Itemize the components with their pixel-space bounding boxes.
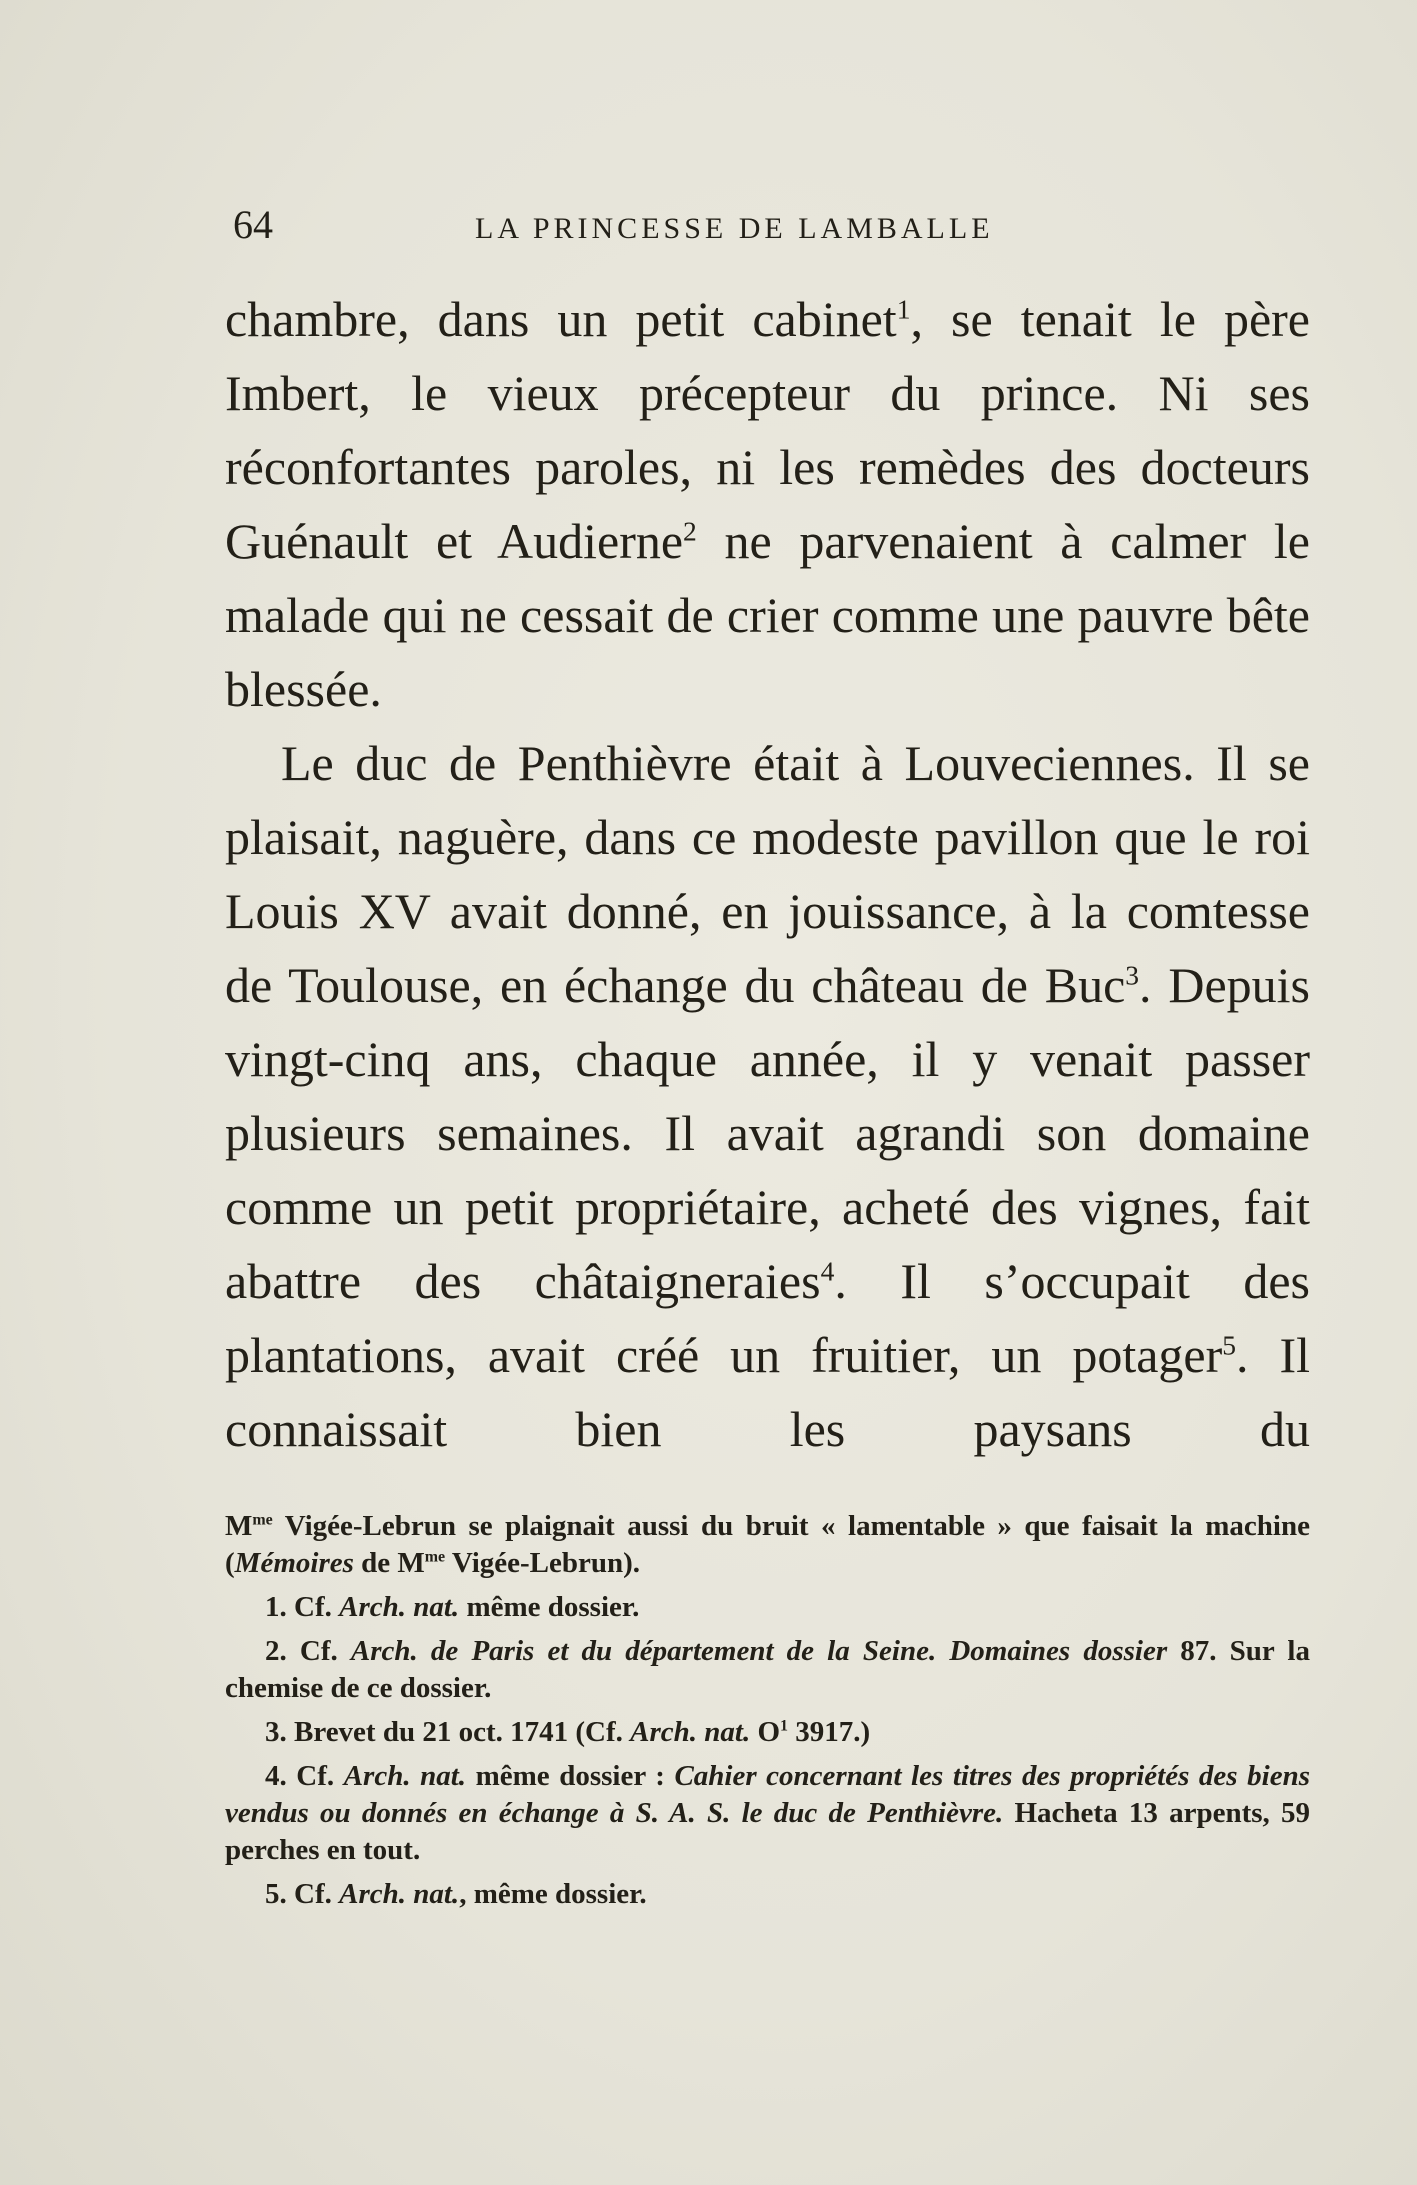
superscript: me: [424, 1548, 446, 1566]
page-number: 64: [233, 202, 273, 247]
text-run: même dossier :: [466, 1760, 675, 1792]
running-title: LA PRINCESSE DE LAMBALLE: [475, 212, 994, 245]
text-run: , se tenait le père Imbert, le vieux précepteur du prince. Ni ses réconfortantes paroles, ni les remèdes des docteurs Guénault et Audierne: [225, 291, 1310, 569]
superscript: 1: [780, 1717, 788, 1735]
text-run: chambre, dans un petit cabinet: [225, 291, 897, 347]
text-run: O: [750, 1716, 781, 1748]
text-run: M: [225, 1510, 253, 1542]
text-run: 3917.): [788, 1716, 871, 1748]
superscript: me: [252, 1511, 273, 1529]
italic-text: Arch. nat.: [343, 1760, 467, 1792]
footnote-5: [225, 1758, 1310, 1869]
main-text: [225, 282, 1310, 1466]
italic-text: Mémoires: [234, 1547, 354, 1579]
text-run: . Il connaissait bien les paysans du: [225, 1327, 1310, 1457]
text-run: . Il s’occupait des plantations, avait créé un fruitier, un potager: [225, 1253, 1310, 1383]
superscript: 3: [1125, 959, 1140, 991]
italic-text: Arch. nat.: [339, 1591, 460, 1623]
text-run: 1. Cf.: [265, 1591, 340, 1623]
text-run: 2. Cf.: [265, 1635, 351, 1667]
footnote-4: [225, 1714, 1310, 1751]
italic-text: Cahier concernant les titres des propriétés des biens vendus ou donnés en échange à S. A. S. le duc de Penthièvre.: [225, 1760, 1310, 1829]
footnotes: [225, 1508, 1310, 1920]
page-header: [225, 200, 1310, 250]
text-run: Hacheta 13 arpents, 59 perches en tout.: [225, 1797, 1311, 1866]
text-run: Vigée-Lebrun).: [445, 1547, 641, 1579]
text-run: de M: [353, 1547, 425, 1579]
footnote-6: [225, 1876, 1310, 1913]
italic-text: Arch. nat.: [339, 1878, 460, 1910]
text-run: ne parvenaient à calmer le malade qui ne cessait de crier comme une pauvre bête blessée.: [225, 513, 1310, 717]
superscript: 2: [683, 515, 697, 547]
footnote-1: [225, 1508, 1310, 1582]
footnote-2: [225, 1589, 1310, 1626]
text-run: , même dossier.: [459, 1878, 647, 1910]
italic-text: Arch. de Paris et du département de la Seine. Domaines dossier: [350, 1635, 1168, 1667]
text-run: 3. Brevet du 21 oct. 1741 (Cf.: [265, 1716, 631, 1748]
text-run: Vigée-Lebrun se plaignait aussi du bruit « lamentable » que faisait la machine (: [225, 1510, 1310, 1579]
text-run: 4. Cf.: [265, 1760, 344, 1792]
paragraph-2: [225, 726, 1310, 1466]
superscript: 4: [820, 1255, 835, 1287]
text-run: 87. Sur la chemise de ce dossier.: [225, 1635, 1310, 1704]
footnote-3: [225, 1633, 1310, 1707]
italic-text: Arch. nat.: [630, 1716, 751, 1748]
text-run: 5. Cf.: [265, 1878, 340, 1910]
text-run: . Depuis vingt-cinq ans, chaque année, il y venait passer plusieurs semaines. Il avait agrandi son domaine comme un petit propriétaire, acheté des vignes, fait abattre des châtaigneraies: [225, 957, 1310, 1309]
paragraph-1: [225, 282, 1310, 726]
text-run: même dossier.: [459, 1591, 640, 1623]
superscript: 5: [1222, 1329, 1236, 1361]
superscript: 1: [896, 293, 911, 325]
text-run: Le duc de Penthièvre était à Louveciennes. Il se plaisait, naguère, dans ce modeste pavillon que le roi Louis XV avait donné, en jouissance, à la comtesse de Toulouse, en échange du château de Buc: [225, 735, 1310, 1013]
